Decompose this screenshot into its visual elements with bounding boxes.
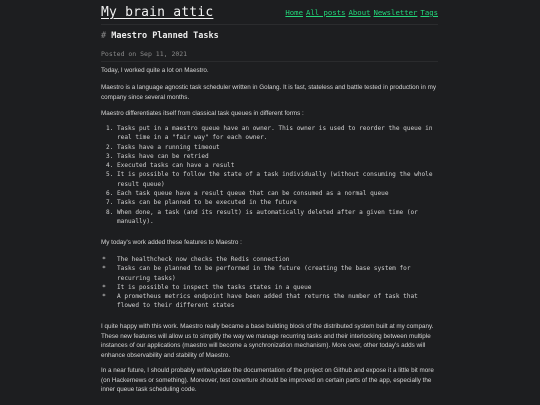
todays-work-paragraph: My today's work added these features to Maestro : bbox=[101, 239, 242, 246]
list-item bbox=[101, 283, 438, 292]
site-title-link[interactable]: My brain attic bbox=[101, 5, 214, 20]
list-marker: 8. bbox=[106, 208, 114, 216]
list-item bbox=[101, 170, 438, 189]
list-item-text: Executed tasks can have a result bbox=[117, 162, 235, 170]
list-item bbox=[101, 264, 438, 283]
list-item-text: It is possible to inspect the tasks states in a queue bbox=[117, 283, 312, 291]
post-title bbox=[101, 31, 219, 41]
list-item-text: A prometheus metrics endpoint have been added that returns the number of task that flowed to their different states bbox=[117, 293, 418, 310]
nav-tags-link[interactable]: Tags bbox=[420, 8, 438, 17]
list-marker: 1. bbox=[106, 125, 114, 132]
bullet-marker: * bbox=[102, 255, 106, 263]
list-item bbox=[101, 208, 438, 227]
list-item bbox=[101, 152, 438, 161]
list-marker: 4. bbox=[106, 162, 114, 170]
list-item-text: It is possible to follow the state of a task individually (without consuming the whole result queue) bbox=[117, 171, 433, 188]
post-title-text: Maestro Planned Tasks bbox=[111, 31, 219, 41]
list-item bbox=[101, 161, 438, 170]
list-item-text: When done, a task (and its result) is automatically deleted after a given time (or manually). bbox=[117, 208, 418, 225]
list-item-text: Tasks can be planned to be performed in the future (creating the base system for recurring tasks) bbox=[117, 265, 411, 282]
list-item bbox=[101, 189, 438, 198]
future-paragraph: In a near future, I should probably write/update the documentation of the project on Github and expose it a little bit more (on Hackernews or something). Moreover, test coverture should be improved on certain parts of the app, especially the inner queue task scheduling code. bbox=[101, 367, 434, 393]
nav-home-link[interactable]: Home bbox=[285, 8, 303, 17]
site-header bbox=[101, 6, 438, 25]
description-paragraph: Maestro is a language agnostic task scheduler written in Golang. It is fast, stateless and battle tested in production in my company since several months. bbox=[101, 84, 436, 101]
list-marker: 5. bbox=[106, 171, 114, 179]
bullet-marker: * bbox=[102, 264, 106, 273]
list-item bbox=[101, 255, 438, 264]
new-features-list bbox=[101, 255, 438, 311]
divider bbox=[101, 61, 438, 62]
main-nav bbox=[285, 8, 438, 17]
nav-all-posts-link[interactable]: All posts bbox=[305, 8, 346, 17]
features-ordered-list bbox=[101, 124, 438, 226]
differentiates-paragraph: Maestro differentiates itself from classical task queues in different forms : bbox=[101, 110, 304, 117]
post-date: Posted on Sep 11, 2021 bbox=[101, 50, 188, 58]
list-marker: 2. bbox=[106, 143, 114, 151]
list-item-text: Tasks have a running timeout bbox=[117, 143, 220, 151]
list-item bbox=[101, 198, 438, 207]
list-item bbox=[101, 143, 438, 152]
list-item bbox=[101, 292, 438, 311]
happy-paragraph: I quite happy with this work. Maestro really became a base building block of the distributed system built at my company. These new features will allow us to simplify the way we manage recurring tasks and their interlocking between multiple instances of our applications (maestro will become a synchronization mechanism). More over, other today's adds will enhance observability and stability of Maestro. bbox=[101, 323, 434, 359]
list-marker: 6. bbox=[106, 190, 114, 198]
list-item-text: Tasks have can be retried bbox=[117, 152, 209, 160]
list-item bbox=[101, 124, 438, 143]
list-marker: 7. bbox=[106, 199, 114, 207]
bullet-marker: * bbox=[102, 282, 106, 291]
list-item-text: Tasks can be planned to be executed in the future bbox=[117, 199, 297, 207]
list-item-text: Tasks put in a maestro queue have an owner. This owner is used to reorder the queue in real time in a "fair way" for each owner. bbox=[117, 125, 433, 142]
list-item-text: The healthcheck now checks the Redis connection bbox=[117, 256, 290, 263]
list-item-text: Each task queue have a result queue that can be consumed as a normal queue bbox=[117, 190, 389, 198]
list-marker: 3. bbox=[106, 152, 114, 160]
intro-paragraph: Today, I worked quite a lot on Maestro. bbox=[101, 67, 209, 74]
nav-about-link[interactable]: About bbox=[348, 8, 371, 17]
nav-newsletter-link[interactable]: Newsletter bbox=[373, 8, 418, 17]
bullet-marker: * bbox=[102, 292, 106, 301]
heading-hash: # bbox=[101, 31, 107, 41]
